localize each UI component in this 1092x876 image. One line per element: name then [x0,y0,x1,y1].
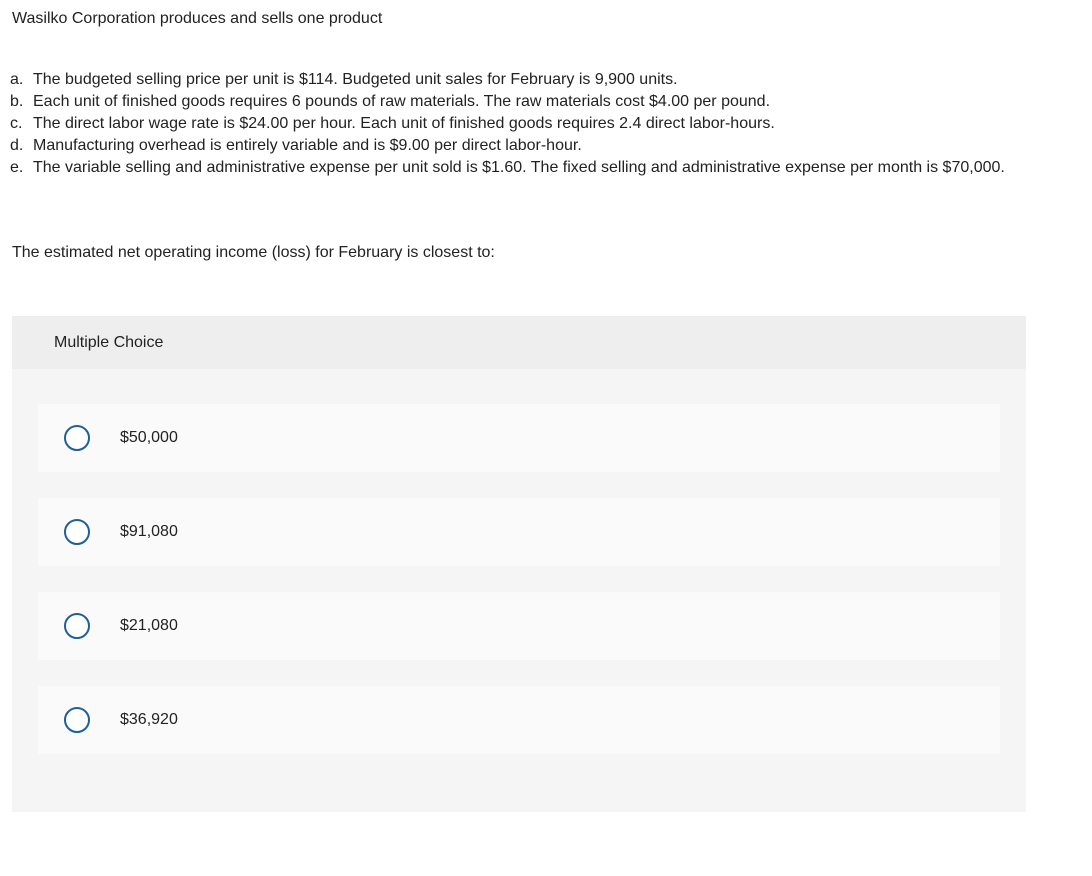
list-item-text: The variable selling and administrative expense per unit sold is $1.60. The fixed selling and administrative expense per month is $70,000. [33,159,1005,176]
list-item [10,157,1040,179]
list-item [10,135,1040,157]
choice-option-3[interactable] [38,592,1000,660]
list-marker: e. [10,159,24,176]
question-prompt: The estimated net operating income (loss) for February is closest to: [12,244,495,261]
choice-label: $91,080 [120,523,178,540]
list-item [10,91,1040,113]
list-item-text: The budgeted selling price per unit is $114. Budgeted unit sales for February is 9,900 units. [33,71,678,88]
list-marker: b. [10,93,24,110]
choice-label: $50,000 [120,429,178,446]
list-marker: a. [10,71,24,88]
problem-facts-list [10,69,1040,179]
list-item-text: Manufacturing overhead is entirely variable and is $9.00 per direct labor-hour. [33,137,582,154]
multiple-choice-header: Multiple Choice [12,316,1026,369]
list-item [10,69,1040,91]
problem-intro: Wasilko Corporation produces and sells one product [12,10,383,27]
radio-button-icon[interactable] [64,425,90,451]
list-marker: d. [10,137,24,154]
choice-option-2[interactable] [38,498,1000,566]
radio-button-icon[interactable] [64,613,90,639]
radio-button-icon[interactable] [64,519,90,545]
choice-list [38,404,1000,780]
list-item-text: The direct labor wage rate is $24.00 per hour. Each unit of finished goods requires 2.4 direct labor-hours. [33,115,775,132]
list-item [10,113,1040,135]
list-marker: c. [10,115,23,132]
list-item-text: Each unit of finished goods requires 6 pounds of raw materials. The raw materials cost $4.00 per pound. [33,93,771,110]
choice-label: $36,920 [120,711,178,728]
radio-button-icon[interactable] [64,707,90,733]
choice-option-1[interactable] [38,404,1000,472]
choice-option-4[interactable] [38,686,1000,754]
multiple-choice-panel [12,316,1026,812]
choice-label: $21,080 [120,617,178,634]
